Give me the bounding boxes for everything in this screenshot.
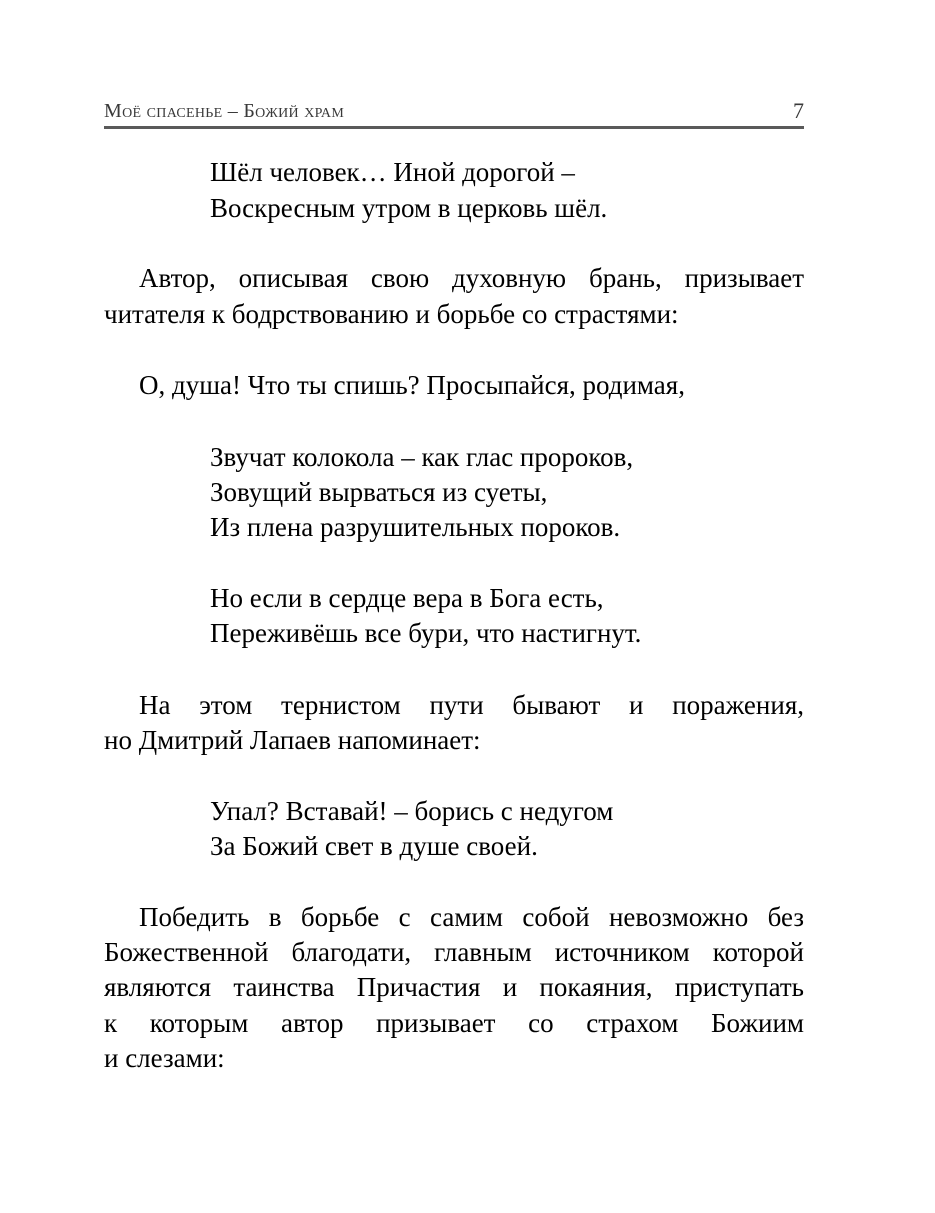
verse-line: Переживёшь все бури, что настигнут.: [210, 618, 642, 648]
prose-line: читателя к бодрствованию и борьбе со страстями:: [104, 299, 679, 329]
prose-line: Божественной благодати, главным источником которой: [104, 937, 804, 967]
prose-line: являются таинства Причастия и покаяния, приступать: [104, 972, 804, 1002]
prose-line: Автор, описывая свою духовную брань, призывает: [139, 263, 804, 293]
running-header: [104, 96, 804, 122]
prose-line: но Дмитрий Лапаев напоминает:: [104, 725, 481, 755]
verse-line: О, душа! Что ты спишь? Просыпайся, родимая,: [139, 370, 685, 400]
page-number: 7: [793, 98, 804, 123]
verse-line: Зовущий вырваться из суеты,: [210, 477, 548, 507]
prose-line: Победить в борьбе с самим собой невозможно без: [139, 902, 804, 932]
header-rule: [104, 126, 804, 129]
prose-line: и слезами:: [104, 1043, 225, 1073]
verse-line: За Божий свет в душе своей.: [210, 831, 538, 861]
verse-line: Звучат колокола – как глас пророков,: [210, 442, 634, 472]
verse-line: Воскресным утром в церковь шёл.: [210, 193, 608, 223]
verse-line: Упал? Вставай! – борись с недугом: [210, 796, 614, 826]
header-title: Моё спасенье – Божий храм: [104, 100, 345, 122]
prose-line: На этом тернистом пути бывают и поражения,: [139, 690, 804, 720]
verse-line: Но если в сердце вера в Бога есть,: [210, 583, 604, 613]
prose-line: к которым автор призывает со страхом Божиим: [104, 1008, 804, 1038]
verse-line: Шёл человек… Иной дорогой –: [210, 157, 575, 187]
verse-line: Из плена разрушительных пороков.: [210, 512, 621, 542]
